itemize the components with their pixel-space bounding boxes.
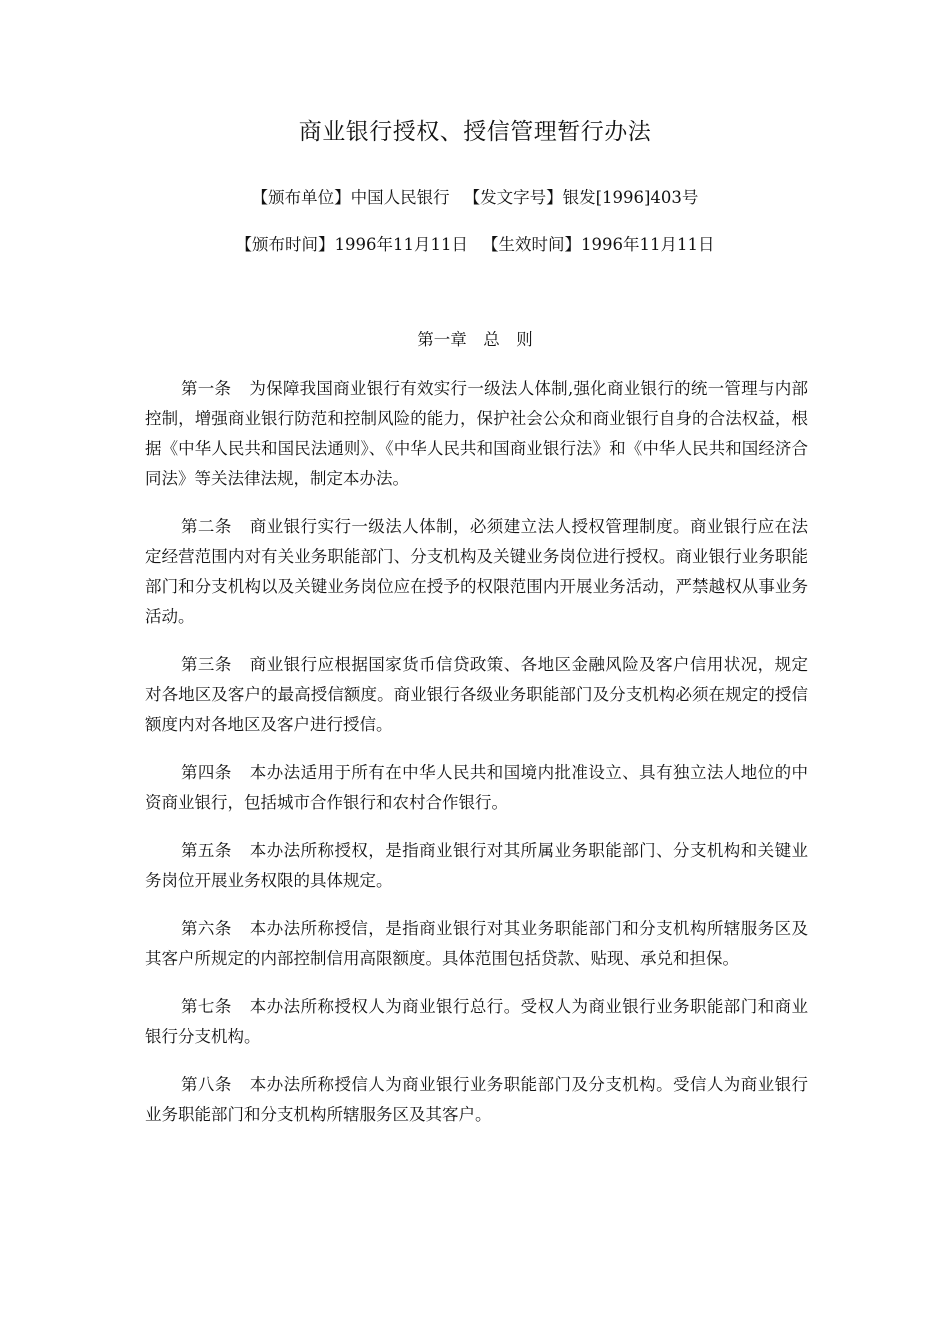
issue-date-field	[236, 235, 468, 254]
meta-line-issuer	[0, 186, 950, 210]
article-number: 第五条	[181, 841, 232, 860]
article-3	[145, 650, 808, 740]
article-number: 第六条	[181, 919, 232, 938]
doc-number-field	[464, 188, 699, 207]
article-8	[145, 1070, 808, 1130]
article-number: 第二条	[181, 517, 232, 536]
effective-date-value: 1996年11月11日	[581, 235, 715, 254]
article-list	[145, 374, 808, 1148]
issuer-field	[252, 188, 450, 207]
issue-date-value: 1996年11月11日	[334, 235, 468, 254]
article-text: 本办法所称授信，是指商业银行对其业务职能部门和分支机构所辖服务区及其客户所规定的内部控制信用高限额度。具体范围包括贷款、贴现、承兑和担保。	[145, 919, 809, 968]
effective-date-field	[482, 235, 714, 254]
issuer-value: 中国人民银行	[350, 188, 450, 207]
doc-number-value: 银发[1996]403号	[562, 188, 699, 207]
article-6	[145, 914, 808, 974]
article-7	[145, 992, 808, 1052]
article-text: 本办法所称授信人为商业银行业务职能部门及分支机构。受信人为商业银行业务职能部门和分支机构所辖服务区及其客户。	[145, 1075, 809, 1124]
article-text: 本办法所称授权人为商业银行总行。受权人为商业银行业务职能部门和商业银行分支机构。	[145, 997, 809, 1046]
doc-number-label: 【发文字号】	[463, 188, 563, 207]
issue-date-label: 【颁布时间】	[235, 235, 335, 254]
article-text: 为保障我国商业银行有效实行一级法人体制,强化商业银行的统一管理与内部控制，增强商业银行防范和控制风险的能力，保护社会公众和商业银行自身的合法权益，根据《中华人民共和国民法通则》、《中华人民共和国商业银行法》和《中华人民共和国经济合同法》等关法律法规，制定本办法。	[145, 379, 808, 488]
article-5	[145, 836, 808, 896]
article-text: 商业银行实行一级法人体制，必须建立法人授权管理制度。商业银行应在法定经营范围内对有关业务职能部门、分支机构及关键业务岗位进行授权。商业银行业务职能部门和分支机构以及关键业务岗位应在授予的权限范围内开展业务活动，严禁越权从事业务活动。	[145, 517, 809, 626]
article-number: 第八条	[181, 1075, 232, 1094]
article-number: 第三条	[181, 655, 232, 674]
meta-line-dates	[0, 233, 950, 257]
effective-date-label: 【生效时间】	[482, 235, 581, 254]
chapter-heading: 第一章 总 则	[417, 330, 533, 349]
article-text: 商业银行应根据国家货币信贷政策、各地区金融风险及客户信用状况，规定对各地区及客户的最高授信额度。商业银行各级业务职能部门及分支机构必须在规定的授信额度内对各地区及客户进行授信。	[145, 655, 809, 734]
article-number: 第四条	[181, 763, 232, 782]
article-2	[145, 512, 808, 632]
article-1	[145, 374, 808, 494]
article-4	[145, 758, 808, 818]
document-title: 商业银行授权、授信管理暂行办法	[298, 119, 652, 145]
article-text: 本办法适用于所有在中华人民共和国境内批准设立、具有独立法人地位的中资商业银行，包括城市合作银行和农村合作银行。	[145, 763, 809, 812]
issuer-label: 【颁布单位】	[251, 188, 351, 207]
article-text: 本办法所称授权，是指商业银行对其所属业务职能部门、分支机构和关键业务岗位开展业务权限的具体规定。	[145, 841, 809, 890]
article-number: 第七条	[181, 997, 232, 1016]
article-number: 第一条	[181, 379, 232, 398]
